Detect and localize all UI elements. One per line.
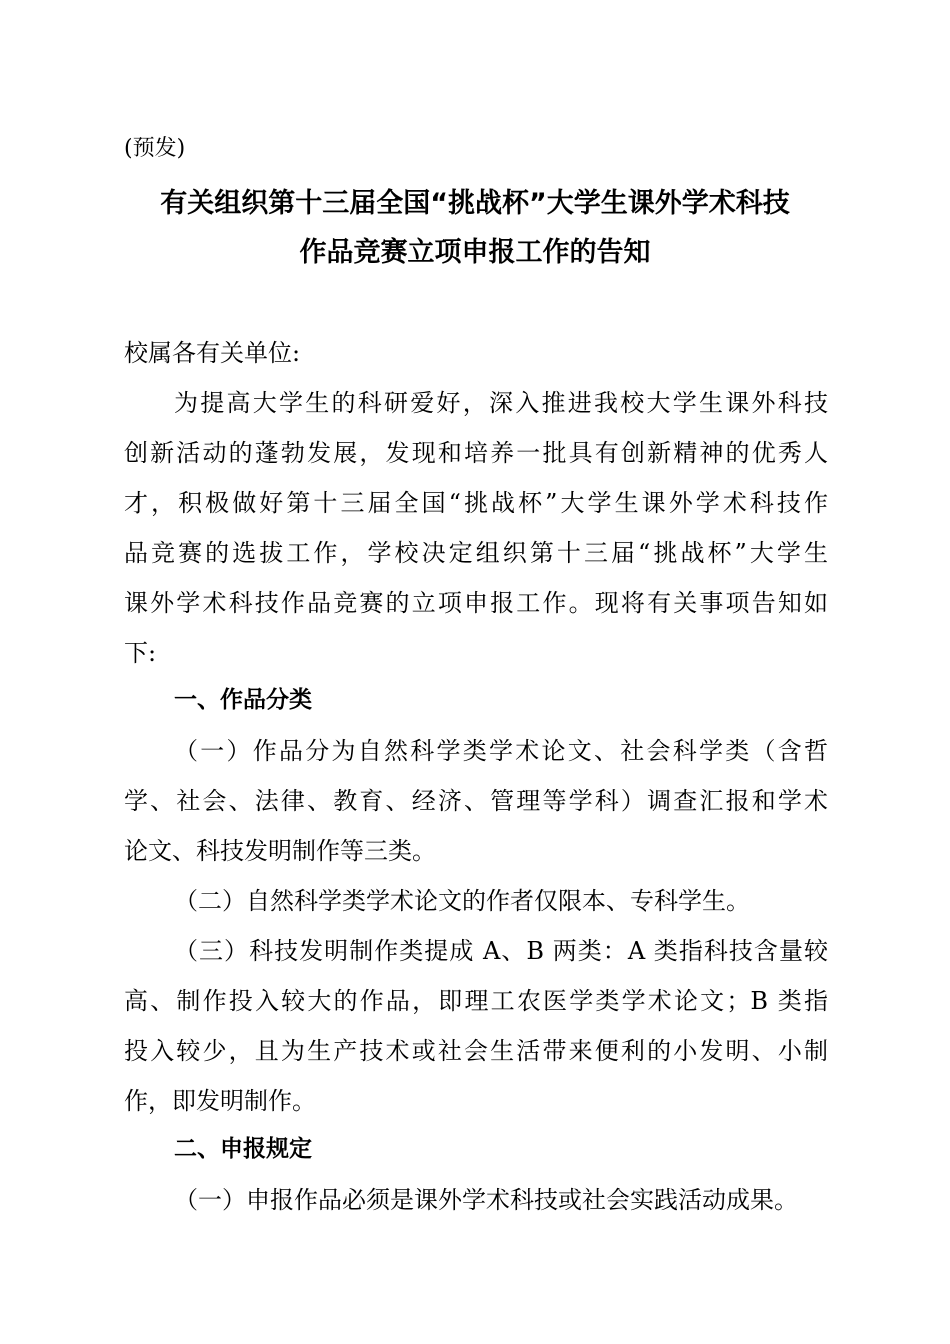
section-1-item-3-line-4: 作，即发明制作。: [124, 1087, 316, 1115]
document-title-line-2: 作品竞赛立项申报工作的告知: [299, 237, 651, 268]
document-title-line-1: 有关组织第十三届全国“挑战杯”大学生课外学术科技: [160, 188, 790, 219]
prerelease-label: (预发): [124, 136, 186, 161]
salutation: 校属各有关单位:: [124, 339, 301, 367]
intro-line-1: 为提高大学生的科研爱好，深入推进我校大学生课外科技: [174, 389, 828, 417]
section-1-item-1-line-2: 学、社会、法律、教育、经济、管理等学科）调查汇报和学术: [124, 787, 828, 815]
intro-line-5: 课外学术科技作品竞赛的立项申报工作。现将有关事项告知如: [124, 589, 828, 617]
section-2-heading: 二、申报规定: [174, 1136, 312, 1162]
section-1-item-3-line-3: 投入较少，且为生产技术或社会生活带来便利的小发明、小制: [124, 1037, 828, 1065]
section-1-item-1-line-3: 论文、科技发明制作等三类。: [124, 837, 436, 865]
section-1-heading: 一、作品分类: [174, 687, 312, 713]
section-1-item-1-line-1: （一）作品分为自然科学类学术论文、社会科学类（含哲: [174, 737, 828, 765]
intro-line-6: 下:: [124, 639, 157, 667]
section-1-item-3-line-2: 高、制作投入较大的作品，即理工农医学类学术论文；B 类指: [124, 987, 828, 1015]
intro-line-4: 品竞赛的选拔工作，学校决定组织第十三届“挑战杯”大学生: [124, 539, 828, 567]
section-2-item-1: （一）申报作品必须是课外学术科技或社会实践活动成果。: [174, 1186, 798, 1214]
section-1-item-2: （二）自然科学类学术论文的作者仅限本、专科学生。: [174, 887, 750, 915]
intro-line-2: 创新活动的蓬勃发展，发现和培养一批具有创新精神的优秀人: [124, 439, 828, 467]
intro-line-3: 才，积极做好第十三届全国“挑战杯”大学生课外学术科技作: [124, 489, 828, 517]
section-1-item-3-line-1: （三）科技发明制作类提成 A、B 两类：A 类指科技含量较: [174, 937, 828, 965]
